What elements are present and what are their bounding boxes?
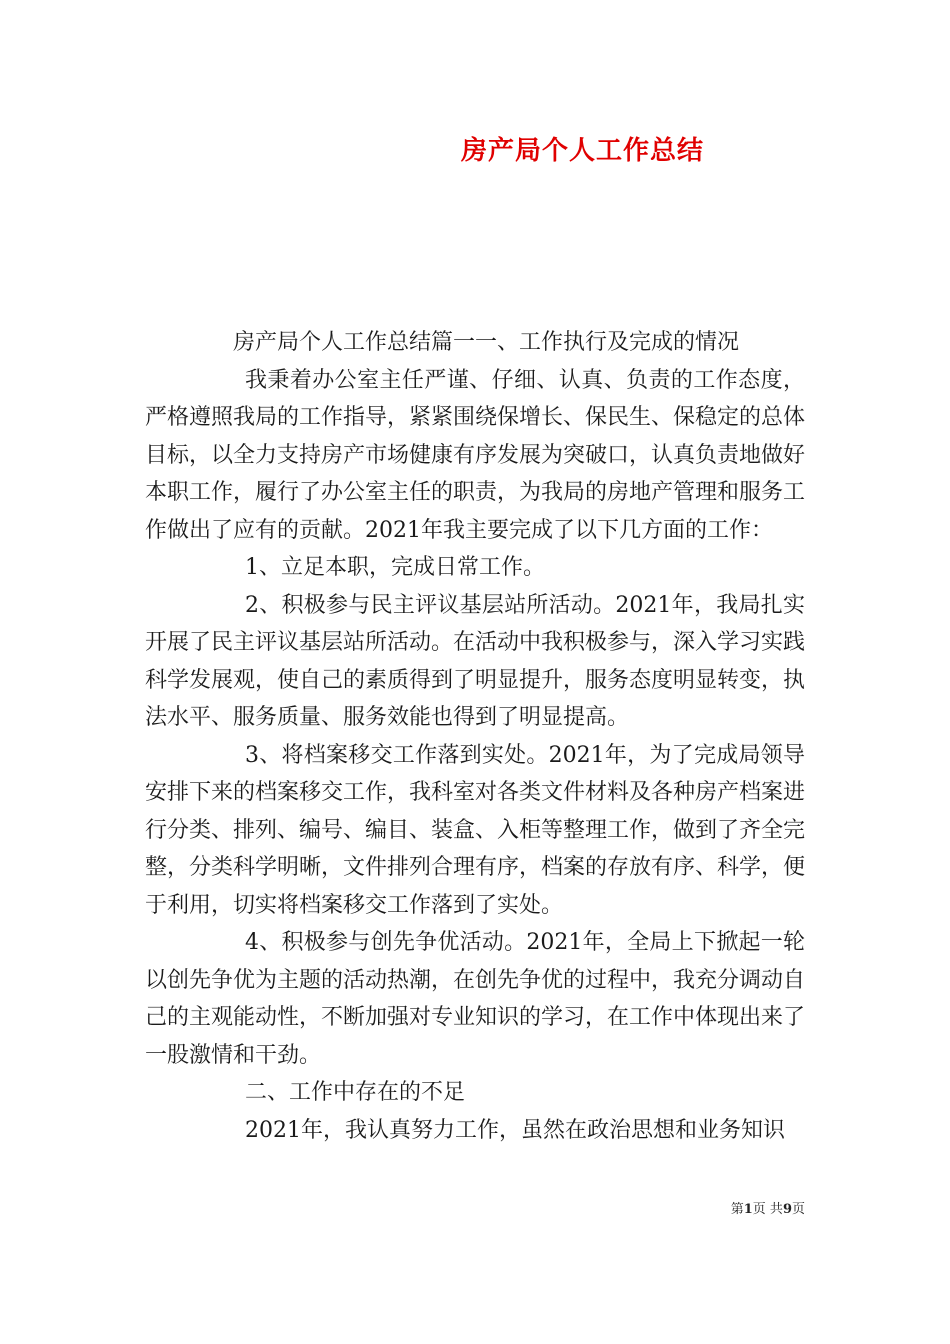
paragraph-intro: 我秉着办公室主任严谨、仔细、认真、负责的工作态度，严格遵照我局的工作指导，紧紧围绕保增长、保民生、保稳定的总体目标，以全力支持房产市场健康有序发展为突破口，认真负责地做好本职工作，履行了办公室主任的职责，为我局的房地产管理和服务工作做出了应有的贡献。2021年我主要完成了以下几方面的工作： bbox=[145, 367, 806, 543]
document-title: 房产局个人工作总结 bbox=[460, 136, 704, 166]
footer-middle: 页 共 bbox=[752, 1202, 783, 1217]
paragraph-item-1: 1、立足本职，完成日常工作。 bbox=[245, 555, 545, 580]
paragraph-shortcomings: 2021年，我认真努力工作，虽然在政治思想和业务知识 bbox=[245, 1117, 785, 1143]
footer-total-pages: 9 bbox=[782, 1202, 792, 1217]
footer-prefix: 第 bbox=[730, 1202, 744, 1217]
paragraph-item-4: 4、积极参与创先争优活动。2021年，全局上下掀起一轮以创先争优为主题的活动热潮，在创先争优的过程中，我充分调动自己的主观能动性，不断加强对专业知识的学习，在工作中体现出来了一股激情和干劲。 bbox=[145, 930, 806, 1068]
paragraph-item-2: 2、积极参与民主评议基层站所活动。2021年，我局扎实开展了民主评议基层站所活动。在活动中我积极参与，深入学习实践科学发展观，使自己的素质得到了明显提升，服务态度明显转变，执法水平、服务质量、服务效能也得到了明显提高。 bbox=[145, 592, 806, 730]
section-heading: 房产局个人工作总结篇一一、工作执行及完成的情况 bbox=[233, 330, 740, 355]
footer-suffix: 页 bbox=[791, 1202, 805, 1217]
page-footer bbox=[731, 1201, 805, 1219]
paragraph-item-3: 3、将档案移交工作落到实处。2021年，为了完成局领导安排下来的档案移交工作，我科室对各类文件材料及各种房产档案进行分类、排列、编号、编目、装盒、入柜等整理工作，做到了齐全完整，分类科学明晰，文件排列合理有序，档案的存放有序、科学，便于利用，切实将档案移交工作落到了实处。 bbox=[145, 742, 806, 918]
footer-page-number: 1 bbox=[743, 1202, 753, 1217]
document-body bbox=[145, 324, 805, 1149]
section-heading-2: 二、工作中存在的不足 bbox=[245, 1080, 466, 1105]
